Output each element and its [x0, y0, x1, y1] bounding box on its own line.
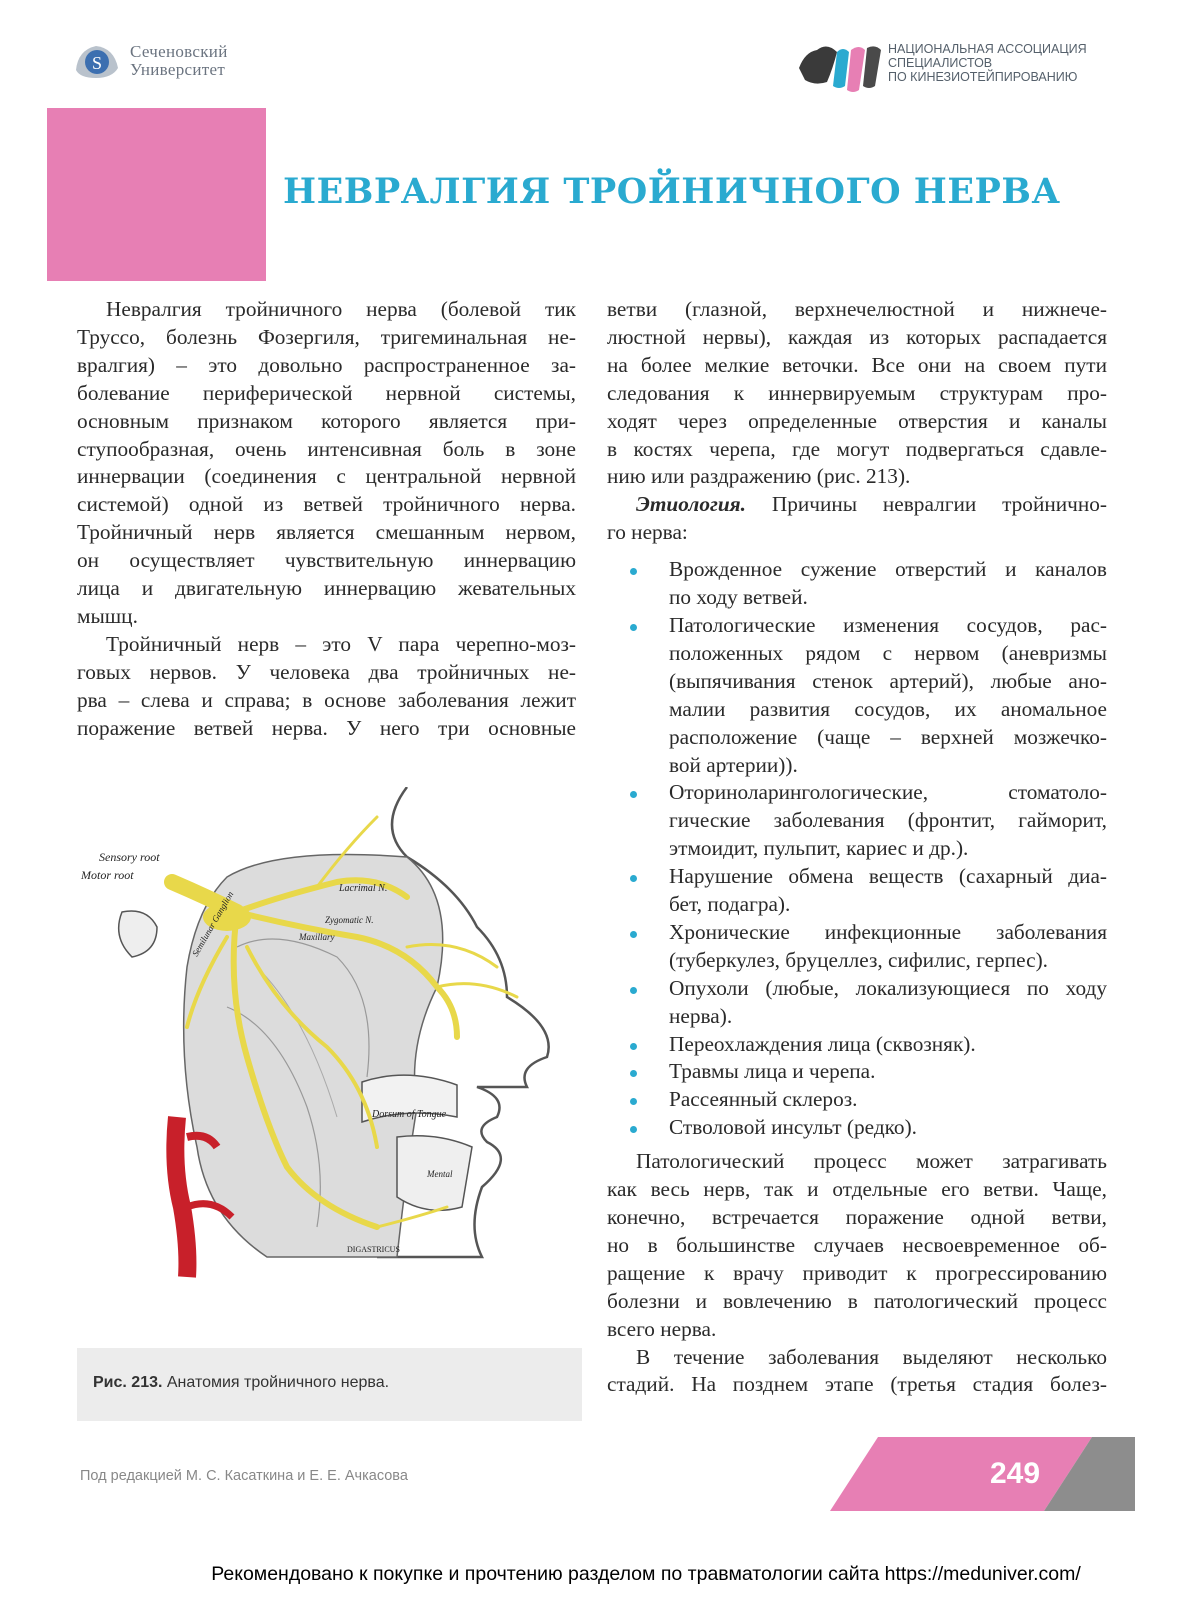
text-line: В течение заболевания выделяют несколько: [636, 1344, 1107, 1369]
text-line: всего нерва.: [607, 1316, 717, 1341]
text-line: Тройничный нерв – это V пара черепно-моз-: [106, 631, 576, 656]
left-text-column: [77, 296, 576, 743]
page-number-banner: [830, 1437, 1135, 1511]
figure-caption: [93, 1374, 389, 1392]
figure-caption-label: Рис. 213.: [93, 1374, 163, 1391]
text-line: Тройничный нерв является смешанным нервом,: [77, 520, 576, 545]
paragraph-etiology: [607, 491, 1107, 547]
bullet-icon: [630, 624, 637, 631]
editors-credit: Под редакцией М. С. Касаткина и Е. Е. Ачкасова: [80, 1468, 408, 1484]
text-line: рва – слева и справа; в основе заболевания лежит: [77, 687, 576, 712]
text-line: ходят через определенные отверстия и каналы: [607, 408, 1107, 433]
bullet-icon: [630, 568, 637, 575]
text-line: Невралгия тройничного нерва (болевой тик: [106, 297, 576, 321]
text-line: ветви (глазной, верхнечелюстной и нижнече-: [607, 297, 1107, 321]
association-name-line1: НАЦИОНАЛЬНАЯ АССОЦИАЦИЯ: [888, 42, 1087, 56]
trigeminal-anatomy-figure: [77, 787, 582, 1335]
text-line: Переохлаждения лица (сквозняк).: [669, 1031, 976, 1056]
text-line: бет, подагра).: [669, 892, 791, 917]
text-line: расположение (чаще – верхней мозжечко-: [669, 724, 1107, 749]
decorative-pink-block: [47, 108, 266, 281]
label-sensory-root: Sensory root: [99, 850, 160, 864]
list-item: [607, 779, 1107, 863]
text-line: ращение к врачу приводит к прогрессированию: [607, 1260, 1107, 1285]
text-line: нию или раздражению (рис. 213).: [607, 464, 911, 489]
trigeminal-nerve-illustration: [77, 787, 582, 1335]
paragraph-intro: [77, 296, 576, 631]
university-emblem-icon: [72, 40, 122, 82]
text-line: (выпячивания стенок артерий), любые ано-: [669, 668, 1107, 693]
text-line: гические заболевания (фронтит, гайморит,: [669, 808, 1107, 833]
text-line: мышц.: [77, 603, 138, 628]
label-zygomatic: Zygomatic N.: [325, 915, 374, 925]
figure-caption-text: Анатомия тройничного нерва.: [162, 1374, 390, 1391]
text-line: Травмы лица и черепа.: [669, 1059, 876, 1084]
bullet-icon: [630, 987, 637, 994]
text-line: системой) одной из ветвей тройничного нерва.: [77, 492, 576, 517]
etiology-intro: Причины невралгии тройнично-: [745, 492, 1107, 517]
text-line: [607, 491, 1107, 519]
association-name-line3: ПО КИНЕЗИОТЕЙПИРОВАНИЮ: [888, 70, 1078, 84]
university-name-line1: Сеченовский: [130, 42, 228, 61]
text-line: (туберкулез, бруцеллез, сифилис, герпес).: [669, 947, 1049, 972]
text-line: следования к иннервируемым структурам про-: [607, 380, 1107, 405]
label-motor-root: Motor root: [81, 868, 134, 882]
text-line: конечно, встречается поражение одной ветви,: [607, 1205, 1107, 1229]
list-item: [607, 612, 1107, 779]
text-line: но в большинстве случаев несвоевременное об-: [607, 1232, 1107, 1257]
bullet-icon: [630, 875, 637, 882]
text-line: по ходу ветвей.: [669, 585, 808, 610]
list-item: [607, 919, 1107, 975]
association-logo: [797, 38, 1107, 94]
label-digastricus: DIGASTRICUS: [347, 1245, 400, 1254]
text-line: ступообразная, очень интенсивная боль в зоне: [77, 436, 576, 461]
etiology-heading: Этиология.: [636, 492, 746, 517]
text-line: нерва).: [669, 1003, 733, 1028]
paragraph-pathology: [607, 1148, 1107, 1343]
text-line: на более мелкие веточки. Все они на своем пути: [607, 352, 1107, 377]
text-line: болевание периферической нервной системы,: [77, 380, 576, 405]
text-line: Опухоли (любые, локализующиеся по ходу: [669, 975, 1107, 1000]
text-line: го нерва:: [607, 520, 688, 545]
text-line: Хронические инфекционные заболевания: [669, 919, 1107, 944]
text-line: Врожденное сужение отверстий и каналов: [669, 557, 1107, 582]
label-lacrimal: Lacrimal N.: [339, 883, 388, 894]
text-line: этмоидит, пульпит, кариес и др.).: [669, 836, 969, 861]
text-line: вой артерии)).: [669, 752, 798, 777]
list-item: [607, 1086, 1107, 1114]
text-line: Нарушение обмена веществ (сахарный диа-: [669, 864, 1107, 889]
list-item: [607, 1031, 1107, 1059]
text-line: положенных рядом с нервом (аневризмы: [669, 640, 1107, 665]
text-line: поражение ветвей нерва. У него три основные: [77, 715, 576, 740]
text-line: как весь нерв, так и отдельные его ветви. Чаще,: [607, 1177, 1107, 1202]
association-emblem-icon: [797, 38, 885, 94]
text-line: Стволовой инсульт (редко).: [669, 1115, 917, 1140]
recommendation-footer: Рекомендовано к покупке и прочтению разделом по травматологии сайта https://meduniver.com/: [211, 1563, 1081, 1585]
page-title: НЕВРАЛГИЯ ТРОЙНИЧНОГО НЕРВА: [283, 171, 1061, 212]
list-item: [607, 1058, 1107, 1086]
label-dorsum-tongue: Dorsum of Tongue: [372, 1109, 447, 1120]
list-item: [607, 1114, 1107, 1142]
etiology-list: [607, 556, 1107, 1142]
bullet-icon: [630, 1126, 637, 1133]
text-line: малии развития сосудов, их аномальное: [669, 696, 1107, 721]
list-item: [607, 975, 1107, 1031]
text-line: Труссо, болезнь Фозергиля, тригеминальная не-: [77, 324, 576, 349]
association-name-line2: СПЕЦИАЛИСТОВ: [888, 56, 993, 70]
text-line: Рассеянный склероз.: [669, 1087, 858, 1112]
paragraph-stages: [607, 1344, 1107, 1400]
right-text-column: [607, 296, 1107, 1399]
text-line: болезни и вовлечению в патологический процесс: [607, 1288, 1107, 1313]
svg-text:S: S: [91, 53, 103, 73]
list-item: [607, 556, 1107, 612]
association-name: [888, 42, 1087, 84]
sechenov-university-logo: [72, 40, 272, 82]
text-line: стадий. На позднем этапе (третья стадия болез-: [607, 1372, 1107, 1397]
text-line: в костях черепа, где могут подвергаться сдавле-: [607, 436, 1107, 461]
bullet-icon: [630, 1043, 637, 1050]
text-line: вралгия) – это довольно распространенное за-: [77, 352, 576, 377]
text-line: иннервации (соединения с центральной нервной: [77, 464, 576, 489]
university-name-line2: Университет: [130, 60, 226, 79]
text-line: Патологический процесс может затрагивать: [636, 1149, 1107, 1174]
text-line: говых нервов. У человека два тройничных не-: [77, 659, 576, 684]
text-line: Патологические изменения сосудов, рас-: [669, 612, 1107, 637]
text-line: Оториноларингологические, стоматоло-: [669, 780, 1107, 805]
label-mental: Mental: [427, 1169, 453, 1179]
bullet-icon: [630, 1070, 637, 1077]
text-line: основным признаком которого является при-: [77, 408, 576, 433]
bullet-icon: [630, 791, 637, 798]
label-maxillary: Maxillary: [299, 932, 335, 942]
paragraph-branches: [607, 296, 1107, 491]
text-line: лица и двигательную иннервацию жевательных: [77, 576, 576, 601]
bullet-icon: [630, 1098, 637, 1105]
text-line: он осуществляет чувствительную иннервацию: [77, 548, 576, 573]
label-semilunar-ganglion: Semilunar Ganglion: [190, 889, 236, 958]
text-line: люстной нервы), каждая из которых распадается: [607, 324, 1107, 349]
bullet-icon: [630, 931, 637, 938]
page-number: 249: [990, 1457, 1041, 1490]
list-item: [607, 863, 1107, 919]
paragraph-trigeminal-pair: [77, 631, 576, 743]
